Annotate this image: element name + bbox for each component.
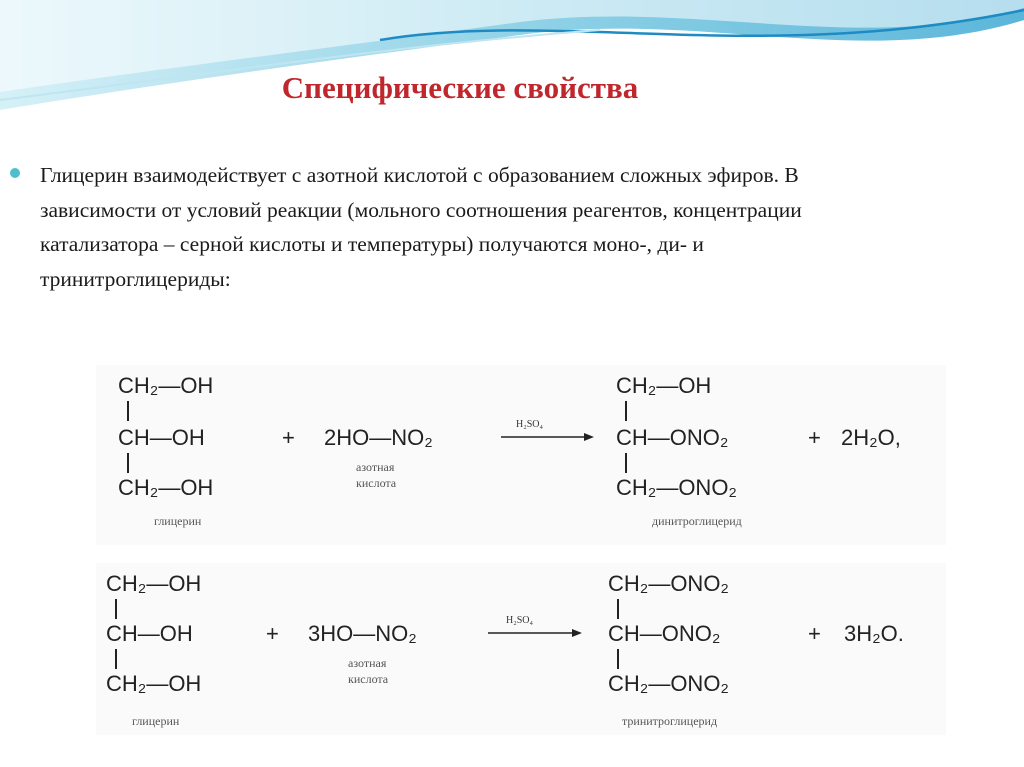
product-bottom-group: CH₂—ONO₂	[608, 671, 729, 696]
reactant-label: глицерин	[154, 514, 202, 528]
bullet-text: Глицерин взаимодействует с азотной кислотой с образованием сложных эфиров. В зависимости от условий реакции (мольного соотношения реагентов, концентрации катализатора – серной кислоты и температуры) получаются моно-, ди- и тринитроглицериды:	[40, 163, 802, 291]
reactant-top-group: CH₂—OH	[106, 571, 202, 596]
reactant-label: глицерин	[132, 714, 180, 728]
arrow-head-icon	[584, 433, 594, 441]
product-label: тринитроглицерид	[622, 714, 718, 728]
reagent-label-line2: кислота	[348, 672, 389, 686]
product-top-group: CH₂—ONO₂	[608, 571, 729, 596]
reagent-label-line1: азотная	[356, 460, 395, 474]
reactant-top-group: CH₂—OH	[118, 373, 214, 398]
plus-sign: +	[282, 425, 295, 450]
reaction-trinitroglycerin	[96, 563, 946, 735]
catalyst-label: H₂SO₄	[506, 615, 533, 626]
reagent-label-line1: азотная	[348, 656, 387, 670]
reagent-label-line2: кислота	[356, 476, 397, 490]
product-label: динитроглицерид	[652, 514, 742, 528]
catalyst-label: H₂SO₄	[516, 419, 543, 430]
header-wave-decoration	[0, 0, 1024, 130]
product-middle-group: CH—ONO₂	[608, 621, 721, 646]
reaction-dinitroglycerin	[96, 365, 946, 545]
product-middle-group: CH—ONO₂	[616, 425, 729, 450]
byproduct-formula: 2H₂O,	[841, 425, 901, 450]
plus-sign: +	[808, 425, 821, 450]
bullet-marker-icon	[10, 168, 20, 178]
reactant-bottom-group: CH₂—OH	[106, 671, 202, 696]
plus-sign: +	[808, 621, 821, 646]
reactant-middle-group: CH—OH	[118, 425, 205, 450]
slide-title: Специфические свойства	[281, 70, 639, 105]
reactant-bottom-group: CH₂—OH	[118, 475, 214, 500]
reactant-middle-group: CH—OH	[106, 621, 193, 646]
plus-sign: +	[266, 621, 279, 646]
product-top-group: CH₂—OH	[616, 373, 712, 398]
reagent-formula: 2HO—NO₂	[324, 425, 433, 450]
byproduct-formula: 3H₂O.	[844, 621, 904, 646]
arrow-head-icon	[572, 629, 582, 637]
reagent-formula: 3HO—NO₂	[308, 621, 417, 646]
product-bottom-group: CH₂—ONO₂	[616, 475, 737, 500]
